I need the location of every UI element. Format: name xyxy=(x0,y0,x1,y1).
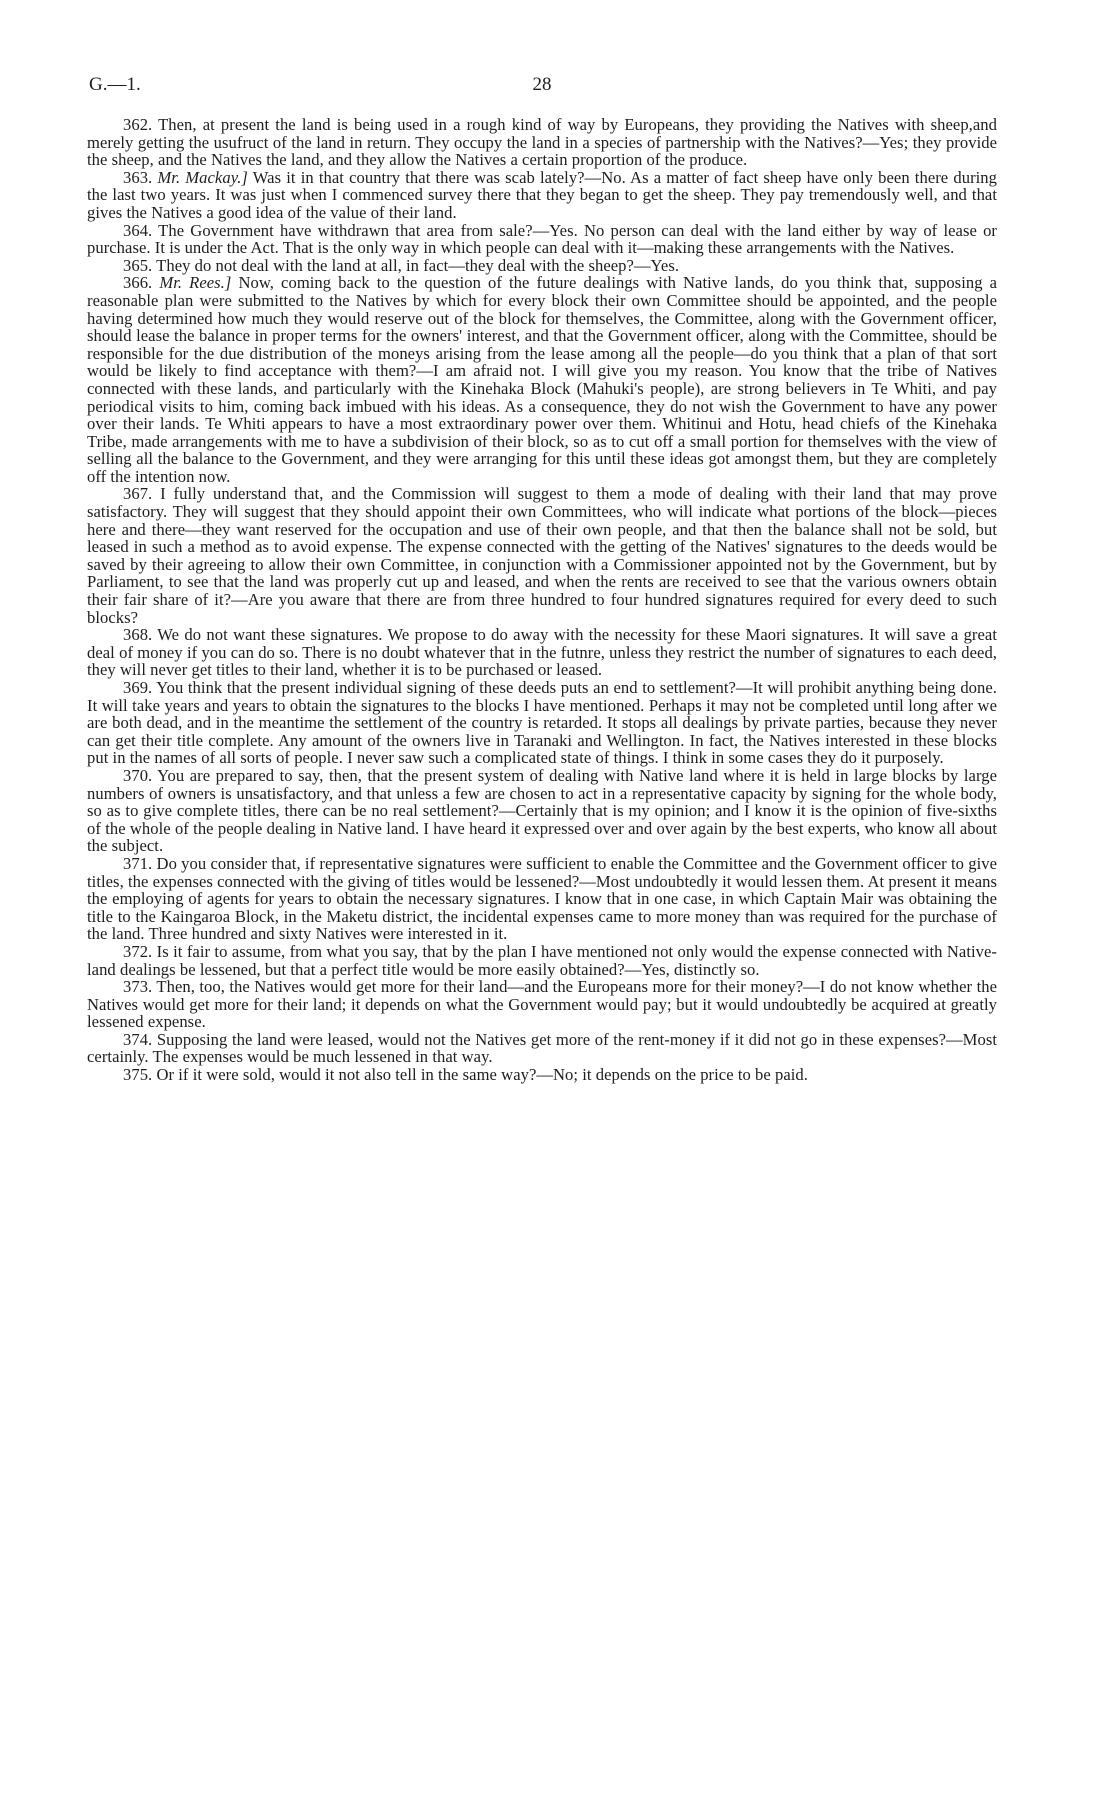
paragraph-text: The Government have withdrawn that area from sale?—Yes. No person can deal with the land either by way of lease or purchase. It is under the Act. That is the only way in which people can deal with it—making these arrangements with the Natives. xyxy=(87,220,997,258)
paragraph-368 xyxy=(87,626,997,679)
paragraph-373 xyxy=(87,978,997,1031)
paragraph-number: 366. xyxy=(123,273,153,293)
paragraph-number: 369. xyxy=(123,678,153,697)
paragraph-number: 365. xyxy=(123,255,153,275)
paragraph-367 xyxy=(87,485,997,626)
paragraph-text: I fully understand that, and the Commission will suggest to them a mode of dealing with their land that may prove satisfactory. They will suggest that they should appoint their own Committees, who will indicate what portions of the block—pieces here and there—they want reserved for the occupation and use of their own people, and that then the balance shall not be sold, but leased in such a method as to avoid expense. The expense connected with the getting of the Natives' signatures to the deeds would be saved by their agreeing to allow their own Committee, in conjunction with a Commissioner appointed not by the Government, but by Parliament, to see that the land was properly cut up and leased, and when the rents are received to see that the various owners obtain their fair share of it?—Are you aware that there are from three hundred to four hundred signatures required for every deed to such blocks? xyxy=(87,484,997,627)
paragraph-364 xyxy=(87,222,997,257)
paragraph-text: Then, too, the Natives would get more for their land—and the Europeans more for their money?—I do not know whether the Natives would get more for their land; it depends on what the Government would pay; but it would undoubtedly be acquired at greatly lessened expense. xyxy=(87,977,997,1032)
paragraph-363 xyxy=(87,169,997,222)
paragraph-number: 368. xyxy=(123,625,153,645)
paragraph-text: You think that the present individual signing of these deeds puts an end to settlement?—It will prohibit anything being done. It will take years and years to obtain the signatures to the blocks I have mentioned. Perhaps it may not be completed until long after we are both dead, and in the meantime the settlement of the country is retarded. It stops all dealings by private parties, because they never can get their title complete. Any amount of the owners live in Taranaki and Wellington. In fact, the Natives interested in these blocks put in the names of all sorts of people. I never saw such a complicated state of things. I think in some cases they do it purposely. xyxy=(87,678,997,768)
paragraph-number: 375. xyxy=(123,1065,153,1085)
document-page xyxy=(87,0,997,1808)
paragraph-number: 363. xyxy=(123,167,153,187)
document-reference: G.—1. xyxy=(89,74,141,95)
paragraph-number: 371. xyxy=(123,853,153,873)
paragraph-text: Supposing the land were leased, would not the Natives get more of the rent-money if it did not go in these expenses?—Most certainly. The expenses would be much lessened in that way. xyxy=(87,1029,997,1067)
paragraph-number: 374. xyxy=(123,1029,153,1049)
paragraph-number: 370. xyxy=(123,765,153,785)
body-text xyxy=(87,116,997,1084)
paragraph-text: They do not deal with the land at all, in fact—they deal with the sheep?—Yes. xyxy=(156,255,680,275)
paragraph-365 xyxy=(87,257,997,275)
paragraph-372 xyxy=(87,943,997,978)
paragraph-369 xyxy=(87,679,997,767)
paragraph-text: Is it fair to assume, from what you say, that by the plan I have mentioned not only would the expense connected with Native-land dealings be lessened, but that a perfect title would be more easily obtained?—Yes, distinctly so. xyxy=(87,941,997,979)
paragraph-text: Then, at present the land is being used in a rough kind of way by Europeans, they providing the Natives with sheep,and merely getting the usufruct of the land in return. They occupy the land in a species of partnership with the Natives?—Yes; they provide the sheep, and the Natives the land, and they allow the Natives a certain proportion of the produce. xyxy=(87,115,997,170)
paragraph-text: Or if it were sold, would it not also tell in the same way?—No; it depends on the price to be paid. xyxy=(156,1065,808,1085)
paragraph-text: We do not want these signatures. We propose to do away with the necessity for these Maori signatures. It will save a great deal of money if you can do so. There is no doubt whatever that in the futnre, unless they restrict the number of signatures to each deed, they will never get titles to their land, whether it is to be purchased or leased. xyxy=(87,625,998,680)
paragraph-number: 373. xyxy=(123,977,153,997)
page-number: 28 xyxy=(532,74,552,95)
paragraph-number: 372. xyxy=(123,941,153,961)
paragraph-number: 364. xyxy=(123,220,153,240)
paragraph-text: Now, coming back to the question of the future dealings with Native lands, do you think that, supposing a reasonable plan were submitted to the Natives by which for every block their own Committee should be appointed, and the people having determined how much they would reserve out of the block for themselves, the Committee, along with the Government officer, should lease the balance in proper terms for the owners' interest, and that the Government officer, along with the Committee, should be responsible for the due distribution of the moneys arising from the lease among all the people—do you think that a plan of that sort would be likely to find acceptance with them?—I am afraid not. I will give you my reason. You know that the tribe of Natives connected with these lands, and particularly with the Kinehaka Block (Mahuki's people), are strong believers in Te Whiti, and pay periodical visits to him, coming back imbued with his ideas. As a consequence, they do not wish the Government to have any power over their lands. Te Whiti appears to have a most extraordinary power over them. Whitinui and Hotu, head chiefs of the Kinehaka Tribe, made arrangements with me to have a subdivision of their block, so as to cut off a small portion for themselves with the view of selling all the balance to the Government, and they were arranging for this until these ideas got amongst them, but they are completely off the intention now. xyxy=(87,273,998,486)
speaker-name: Mr. Rees.] xyxy=(159,273,232,293)
paragraph-362 xyxy=(87,116,997,169)
speaker-name: Mr. Mackay.] xyxy=(157,167,248,187)
paragraph-number: 362. xyxy=(123,115,153,134)
paragraph-text: Was it in that country that there was scab lately?—No. As a matter of fact sheep have only been there during the last two years. It was just when I commenced survey there that they began to get the sheep. They pay tremendously well, and that gives the Natives a good idea of the value of their land. xyxy=(87,167,997,222)
paragraph-371 xyxy=(87,855,997,943)
paragraph-375 xyxy=(87,1066,997,1084)
paragraph-370 xyxy=(87,767,997,855)
page-header xyxy=(87,74,997,100)
paragraph-366 xyxy=(87,274,997,485)
paragraph-text: You are prepared to say, then, that the present system of dealing with Native land where it is held in large blocks by large numbers of owners is unsatisfactory, and that unless a few are chosen to act in a representative capacity by signing for the whole body, so as to give complete titles, there can be no real settlement?—Certainly that is my opinion; and I know it is the opinion of five-sixths of the whole of the people dealing in Native land. I have heard it expressed over and over again by the best experts, who know all about the subject. xyxy=(87,765,997,856)
paragraph-374 xyxy=(87,1031,997,1066)
paragraph-number: 367. xyxy=(123,484,153,504)
paragraph-text: Do you consider that, if representative signatures were sufficient to enable the Committee and the Government officer to give titles, the expenses connected with the giving of titles would be lessened?—Most undoubtedly it would lessen them. At present it means the employing of agents for years to obtain the necessary signatures. I know that in one case, in which Captain Mair was obtaining the title to the Kaingaroa Block, in the Maketu district, the incidental expenses came to more money than was required for the purchase of the land. Three hundred and sixty Natives were interested in it. xyxy=(87,853,998,944)
